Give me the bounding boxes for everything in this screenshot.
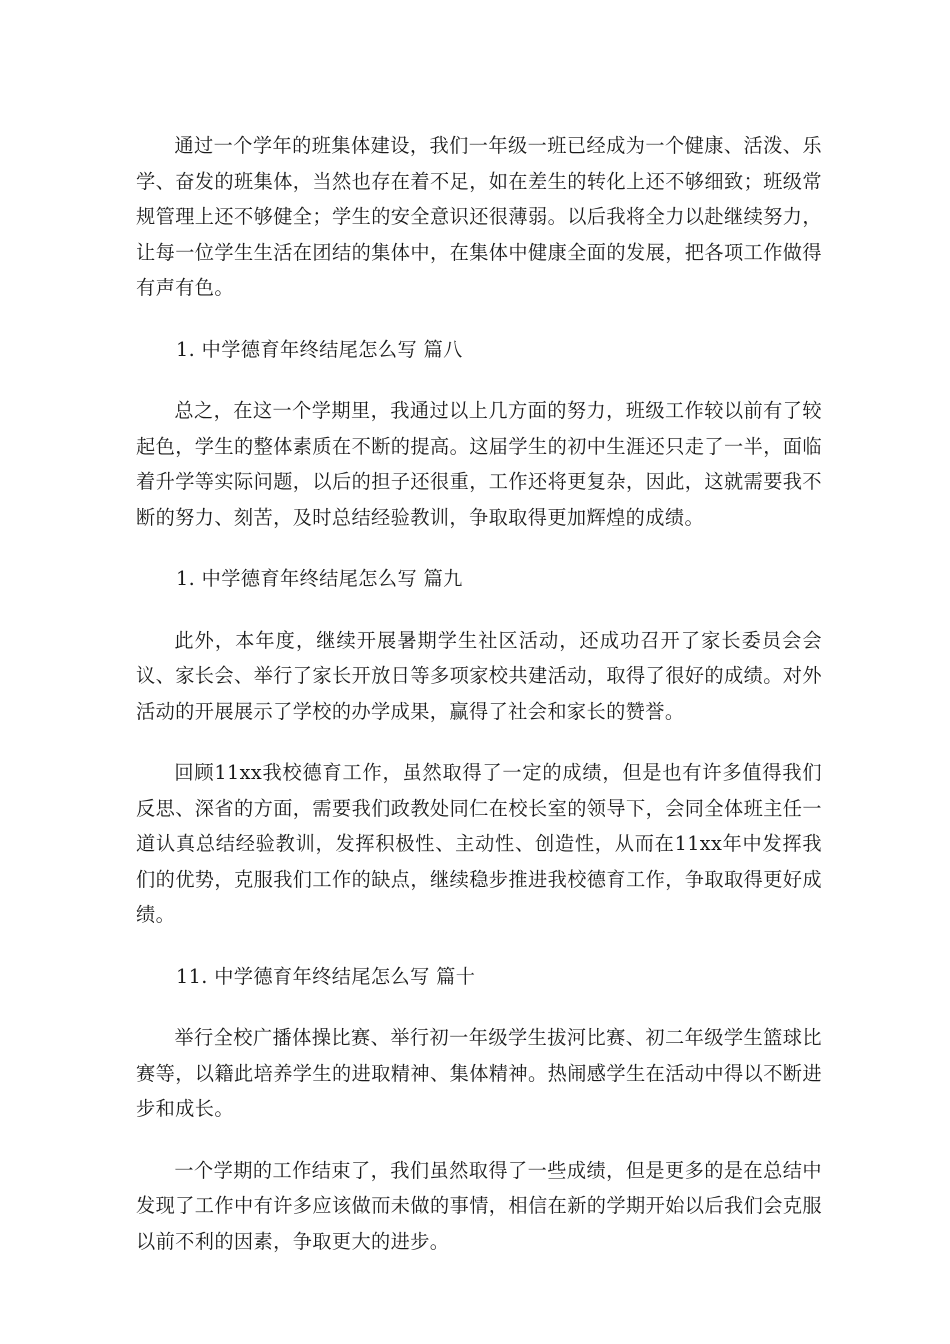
paragraph-gap xyxy=(136,994,822,1020)
paragraph: 回顾11xx我校德育工作，虽然取得了一定的成绩，但是也有许多值得我们反思、深省的方面，需要我们政教处同仁在校长室的领导下，会同全体班主任一道认真总结经验教训，发挥积极性、主动性、创造性，从而在11xx年中发挥我们的优势，克服我们工作的缺点，继续稳步推进我校德育工作，争取取得更好成绩。 xyxy=(136,761,822,926)
paragraph-gap xyxy=(136,729,822,755)
paragraph-gap xyxy=(136,1127,822,1153)
paragraph: 举行全校广播体操比赛、举行初一年级学生拔河比赛、初二年级学生篮球比赛等，以籍此培养学生的进取精神、集体精神。热闹感学生在活动中得以不断进步和成长。 xyxy=(136,1026,822,1120)
paragraph-gap xyxy=(136,597,822,623)
document-page xyxy=(136,128,822,1259)
paragraph: 总之，在这一个学期里，我通过以上几方面的努力，班级工作较以前有了较起色，学生的整体素质在不断的提高。这届学生的初中生涯还只走了一半，面临着升学等实际问题，以后的担子还很重，工作还将更复杂，因此，这就需要我不断的努力、刻苦，及时总结经验教训，争取取得更加辉煌的成绩。 xyxy=(136,399,822,529)
section-heading: 1. 中学德育年终结尾怎么写 篇八 xyxy=(176,337,463,361)
section-heading: 11. 中学德育年终结尾怎么写 篇十 xyxy=(176,964,476,988)
paragraph: 此外，本年度，继续开展暑期学生社区活动，还成功召开了家长委员会会议、家长会、举行了家长开放日等多项家校共建活动，取得了很好的成绩。对外活动的开展展示了学校的办学成果，赢得了社会和家长的赞誉。 xyxy=(136,628,822,723)
paragraph-gap xyxy=(136,933,822,959)
paragraph: 通过一个学年的班集体建设，我们一年级一班已经成为一个健康、活泼、乐学、奋发的班集体，当然也存在着不足，如在差生的转化上还不够细致；班级常规管理上还不够健全；学生的安全意识还很薄弱。以后我将全力以赴继续努力，让每一位学生生活在团结的集体中，在集体中健康全面的发展，把各项工作做得有声有色。 xyxy=(136,134,822,299)
paragraph: 一个学期的工作结束了，我们虽然取得了一些成绩，但是更多的是在总结中发现了工作中有许多应该做而未做的事情，相信在新的学期开始以后我们会克服以前不利的因素，争取更大的进步。 xyxy=(136,1158,822,1253)
paragraph-gap xyxy=(136,306,822,332)
section-heading: 1. 中学德育年终结尾怎么写 篇九 xyxy=(176,567,463,590)
paragraph-gap xyxy=(136,535,822,561)
paragraph-gap xyxy=(136,367,822,393)
